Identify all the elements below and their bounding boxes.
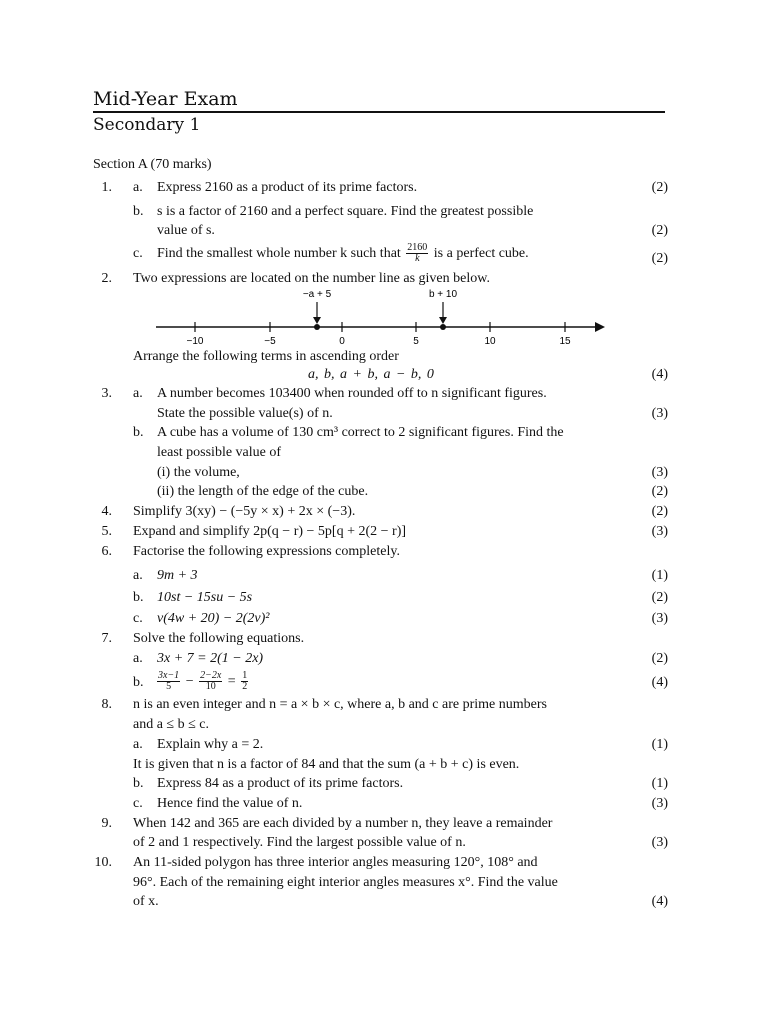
exam-subtitle: Secondary 1	[93, 115, 201, 135]
fraction-numerator: 1	[242, 670, 248, 682]
question-number: 2.	[101, 271, 112, 286]
subpart-text: (ii) the length of the edge of the cube.	[157, 484, 369, 499]
expression: 9m + 3	[157, 568, 198, 583]
expression: v(4w + 20) − 2(2v)²	[157, 611, 270, 626]
subpart-text: (i) the volume,	[157, 465, 240, 480]
marks: (3)	[651, 611, 668, 626]
part-letter: c.	[133, 611, 143, 626]
point-marker	[314, 324, 320, 330]
equation	[155, 667, 250, 697]
marks: (3)	[651, 796, 668, 811]
question-number: 7.	[101, 631, 112, 646]
fraction-denominator: k	[415, 253, 420, 265]
axis-arrowhead	[595, 322, 605, 332]
fraction	[241, 671, 248, 692]
fraction	[406, 243, 428, 264]
question-text: Express 84 as a product of its prime factors.	[157, 776, 404, 791]
tick-label: −10	[186, 336, 204, 347]
marks: (4)	[651, 894, 668, 909]
part-letter: a.	[133, 568, 143, 583]
question-text: When 142 and 365 are each divided by a number n, they leave a remainder	[133, 816, 553, 831]
question-number: 3.	[101, 386, 112, 401]
question-text: least possible value of	[157, 445, 282, 460]
question-number: 4.	[101, 504, 112, 519]
question-text: Explain why a = 2.	[157, 737, 264, 752]
point-marker	[440, 324, 446, 330]
marks: (1)	[651, 568, 668, 583]
question-text: n is an even integer and n = a × b × c, where a, b and c are prime numbers	[133, 697, 547, 712]
question-text: s is a factor of 2160 and a perfect square. Find the greatest possible	[157, 204, 534, 219]
fraction-denominator: 2	[242, 681, 248, 693]
tick-label: 10	[484, 336, 496, 347]
question-text: Hence find the value of n.	[157, 796, 303, 811]
tick-label: 0	[339, 336, 345, 347]
marks: (3)	[651, 406, 668, 421]
fraction-numerator: 2−2x	[200, 670, 222, 682]
expression: 10st − 15su − 5s	[157, 590, 253, 605]
number-line-diagram	[150, 284, 610, 348]
part-letter: b.	[133, 425, 144, 440]
question-text: An 11-sided polygon has three interior angles measuring 120°, 108° and	[133, 855, 538, 870]
fraction-denominator: 10	[205, 681, 216, 693]
question-number: 9.	[101, 816, 112, 831]
terms-list: a, b, a + b, a − b, 0	[308, 367, 434, 382]
marks: (4)	[651, 675, 668, 690]
part-letter: b.	[133, 590, 144, 605]
question-text: of 2 and 1 respectively. Find the largest possible value of n.	[133, 835, 466, 850]
question-text: It is given that n is a factor of 84 and that the sum (a + b + c) is even.	[133, 757, 520, 772]
question-text: Express 2160 as a product of its prime factors.	[157, 180, 418, 195]
marks: (2)	[651, 484, 668, 499]
part-letter: a.	[133, 180, 143, 195]
fraction	[199, 671, 222, 692]
title-underline	[93, 111, 665, 113]
part-letter: a.	[133, 651, 143, 666]
equation: 3x + 7 = 2(1 − 2x)	[157, 651, 264, 666]
operator: =	[227, 674, 236, 689]
question-number: 6.	[101, 544, 112, 559]
text-segment: Find the smallest whole number k such that	[157, 246, 401, 261]
operator: −	[185, 674, 194, 689]
fraction-numerator: 3x−1	[158, 670, 180, 682]
marks: (2)	[651, 180, 668, 195]
marks: (2)	[651, 223, 668, 238]
part-letter: a.	[133, 737, 143, 752]
question-text: 96°. Each of the remaining eight interior angles measures x°. Find the value	[133, 875, 558, 890]
arrow-label: b + 10	[428, 289, 458, 300]
pointer-arrowhead	[439, 317, 447, 324]
question-text: Factorise the following expressions completely.	[133, 544, 400, 559]
marks: (4)	[651, 367, 668, 382]
question-text: of x.	[133, 894, 159, 909]
fraction	[157, 671, 180, 692]
part-letter: c.	[133, 246, 143, 261]
question-text: A cube has a volume of 130 cm³ correct to 2 significant figures. Find the	[157, 425, 564, 440]
marks: (2)	[651, 251, 668, 266]
marks: (2)	[651, 590, 668, 605]
marks: (2)	[651, 504, 668, 519]
question-text: State the possible value(s) of n.	[157, 406, 333, 421]
marks: (1)	[651, 737, 668, 752]
question-text: Two expressions are located on the number line as given below.	[133, 271, 490, 286]
question-text	[157, 240, 529, 267]
section-heading: Section A (70 marks)	[93, 157, 212, 172]
marks: (3)	[651, 465, 668, 480]
pointer-arrowhead	[313, 317, 321, 324]
question-number: 5.	[101, 524, 112, 539]
part-letter: c.	[133, 796, 143, 811]
part-letter: b.	[133, 776, 144, 791]
part-letter: b.	[133, 675, 144, 690]
question-text: and a ≤ b ≤ c.	[133, 717, 210, 732]
exam-title: Mid-Year Exam	[93, 88, 238, 110]
part-letter: b.	[133, 204, 144, 219]
question-number: 8.	[101, 697, 112, 712]
question-text: value of s.	[157, 223, 215, 238]
tick-label: −5	[264, 336, 276, 347]
part-letter: a.	[133, 386, 143, 401]
question-text: Expand and simplify 2p(q − r) − 5p[q + 2(2 − r)]	[133, 524, 407, 539]
question-number: 1.	[101, 180, 112, 195]
question-text: Solve the following equations.	[133, 631, 305, 646]
marks: (3)	[651, 524, 668, 539]
question-text: Arrange the following terms in ascending order	[133, 349, 399, 364]
marks: (3)	[651, 835, 668, 850]
question-number: 10.	[94, 855, 112, 870]
question-text: Simplify 3(xy) − (−5y × x) + 2x × (−3).	[133, 504, 356, 519]
marks: (2)	[651, 651, 668, 666]
fraction-numerator: 2160	[407, 242, 428, 254]
text-segment: is a perfect cube.	[433, 246, 529, 261]
marks: (1)	[651, 776, 668, 791]
tick-label: 5	[413, 336, 419, 347]
fraction-denominator: 5	[166, 681, 172, 693]
arrow-label: −a + 5	[302, 289, 332, 300]
tick-label: 15	[559, 336, 571, 347]
question-text: A number becomes 103400 when rounded off to n significant figures.	[157, 386, 547, 401]
